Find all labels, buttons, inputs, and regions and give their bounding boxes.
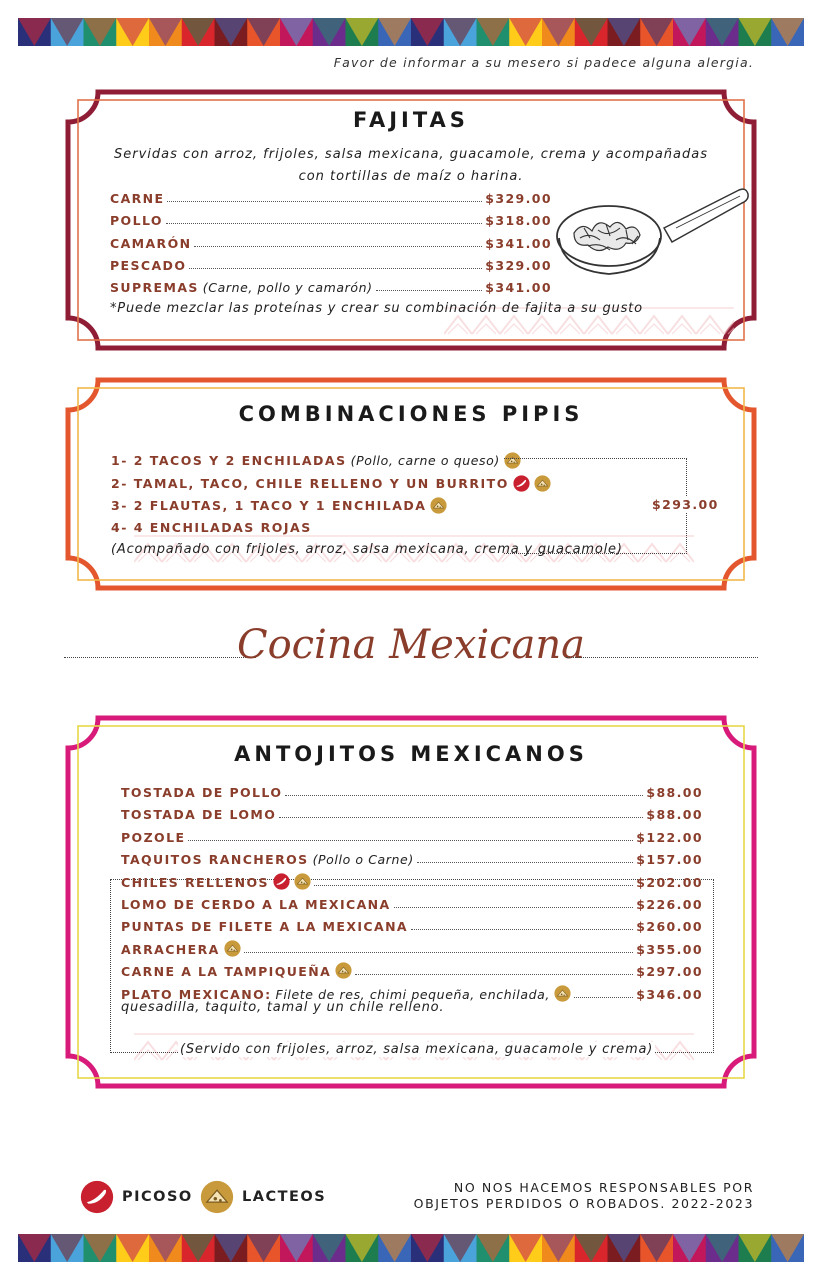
item-price: $122.00	[636, 829, 703, 845]
item-name: CARNE	[110, 191, 165, 206]
item-name: CARNE A LA TAMPIQUEÑA	[121, 964, 332, 980]
dot-leader	[166, 223, 482, 224]
antojitos-section	[64, 714, 758, 1090]
disclaimer-line-2: OBJETOS PERDIDOS O ROBADOS. 2022-2023	[413, 1196, 754, 1211]
item-note: (Carne, pollo y camarón)	[202, 280, 373, 296]
dot-leader	[417, 862, 633, 863]
picoso-icon	[273, 873, 290, 890]
pattern-zigzag	[668, 316, 696, 334]
decorative-band-top	[18, 18, 804, 46]
pattern-zigzag	[472, 316, 500, 334]
cocina-title: Cocina Mexicana	[236, 622, 586, 668]
item-price: $297.00	[636, 964, 703, 980]
menu-item	[121, 825, 703, 845]
item-price: $88.00	[646, 785, 703, 800]
fajitas-section	[64, 88, 758, 352]
allergy-note: Favor de informar a su mesero si padece alguna alergia.	[333, 55, 754, 70]
menu-item	[121, 959, 703, 979]
picoso-label: PICOSO	[122, 1189, 193, 1205]
dot-leader	[188, 840, 633, 841]
item-name: CHILES RELLENOS	[121, 874, 269, 890]
antojitos-footnote: (Servido con frijoles, arroz, salsa mexicana, guacamole y crema)	[180, 1042, 654, 1057]
lacteos-icon	[224, 940, 241, 957]
item-price: $341.00	[485, 280, 552, 296]
menu-item	[121, 802, 703, 822]
pattern-zigzag	[444, 316, 472, 334]
item-price: $202.00	[636, 874, 703, 890]
menu-item	[121, 982, 703, 1002]
lacteos-icon	[294, 873, 311, 890]
combo-item	[111, 475, 551, 492]
combo-item-name: 2- TAMAL, TACO, CHILE RELLENO Y UN BURRITO	[111, 475, 509, 491]
menu-item	[110, 253, 552, 273]
item-name: PESCADO	[110, 257, 187, 273]
item-price: $346.00	[636, 986, 703, 1002]
decorative-band-bottom	[18, 1234, 804, 1262]
dot-leader	[376, 290, 483, 291]
item-name: ARRACHERA	[121, 941, 220, 957]
lacteos-label: LACTEOS	[242, 1189, 327, 1205]
menu-item	[121, 847, 703, 867]
item-price: $157.00	[636, 852, 703, 868]
divider-right	[566, 657, 758, 658]
skillet-illustration	[554, 178, 754, 288]
menu-item	[121, 937, 703, 957]
antojitos-title: ANTOJITOS MEXICANOS	[234, 742, 588, 766]
lacteos-icon	[335, 962, 352, 979]
item-price: $329.00	[485, 257, 552, 273]
dot-leader	[285, 795, 643, 796]
item-note: Filete de res, chimi pequeña, enchilada,	[275, 986, 550, 1002]
dot-leader	[189, 268, 482, 269]
item-name: POLLO	[110, 213, 163, 229]
item-price: $226.00	[636, 897, 703, 912]
dot-leader	[411, 929, 633, 930]
dot-leader	[279, 817, 643, 818]
pattern-zigzag	[612, 316, 640, 334]
menu-item	[110, 275, 552, 295]
item-name: CAMARÓN	[110, 235, 192, 251]
item-name: TOSTADA DE LOMO	[121, 807, 277, 823]
pattern-zigzag	[584, 316, 612, 334]
item-price: $318.00	[485, 213, 552, 229]
pattern-zigzag	[556, 316, 584, 334]
fajitas-description: Servidas con arroz, frijoles, salsa mexicana, guacamole, crema y acompañadas con tortillas de maíz o harina.	[113, 147, 708, 184]
pattern-zigzag	[500, 316, 528, 334]
menu-item	[110, 186, 552, 206]
dot-leader	[574, 997, 633, 998]
item-name: LOMO DE CERDO A LA MEXICANA	[121, 897, 391, 912]
legend-lacteos	[200, 1180, 326, 1214]
combo-footnote: (Acompañado con frijoles, arroz, salsa mexicana, crema y guacamole)	[111, 542, 623, 557]
lacteos-icon	[200, 1180, 234, 1214]
item-name: TOSTADA DE POLLO	[121, 785, 283, 800]
dot-leader	[244, 952, 634, 953]
disclaimer-line-1: NO NOS HACEMOS RESPONSABLES POR	[453, 1180, 754, 1195]
menu-item	[110, 231, 552, 251]
combo-item-name: 3- 2 FLAUTAS, 1 TACO Y 1 ENCHILADA	[111, 498, 427, 513]
legend-picoso	[80, 1180, 193, 1214]
combinaciones-section	[64, 376, 758, 592]
picoso-icon	[80, 1180, 114, 1214]
item-price: $341.00	[485, 235, 552, 251]
combinaciones-title: COMBINACIONES PIPIS	[238, 402, 584, 426]
pattern-zigzag	[724, 316, 734, 334]
item-name: PUNTAS DE FILETE A LA MEXICANA	[121, 919, 409, 935]
item-price: $355.00	[636, 941, 703, 957]
item-name: PLATO MEXICANO:	[121, 986, 272, 1002]
dot-leader	[167, 201, 482, 202]
combo-item-name: 4- 4 ENCHILADAS ROJAS	[111, 519, 312, 535]
plato-mexicano-continuation: quesadilla, taquito, tamal y un chile relleno.	[121, 1000, 445, 1015]
pattern-zigzag	[528, 316, 556, 334]
combo-price: $293.00	[652, 497, 719, 512]
menu-item	[121, 780, 703, 800]
fajitas-footnote: *Puede mezclar las proteínas y crear su combinación de fajita a su gusto	[110, 301, 643, 316]
disclaimer	[414, 1180, 754, 1212]
dot-leader	[314, 885, 633, 886]
item-price: $260.00	[636, 919, 703, 935]
lacteos-icon	[430, 497, 447, 514]
item-price: $88.00	[646, 807, 703, 823]
item-name: SUPREMAS	[110, 280, 199, 296]
lacteos-icon	[200, 1180, 234, 1214]
pattern-zigzag	[696, 316, 724, 334]
menu-item	[121, 914, 703, 934]
combo-item	[111, 520, 312, 535]
combo-item	[111, 452, 521, 469]
pattern-zigzag	[640, 316, 668, 334]
combo-item-note: (Pollo, carne o queso)	[350, 453, 500, 468]
menu-item	[121, 870, 703, 890]
dot-leader	[355, 974, 633, 975]
picoso-icon	[80, 1180, 114, 1214]
lacteos-icon	[554, 985, 571, 1002]
item-note: (Pollo o Carne)	[312, 852, 414, 868]
item-name: POZOLE	[121, 829, 186, 845]
dot-leader	[194, 246, 482, 247]
item-name: TAQUITOS RANCHEROS	[121, 852, 309, 868]
combo-item	[111, 497, 447, 514]
menu-item	[121, 892, 703, 912]
item-price: $329.00	[485, 191, 552, 206]
fajitas-title: FAJITAS	[353, 108, 469, 132]
combo-item-name: 1- 2 TACOS Y 2 ENCHILADAS	[111, 453, 347, 468]
menu-item	[110, 208, 552, 228]
dot-leader	[394, 907, 634, 908]
